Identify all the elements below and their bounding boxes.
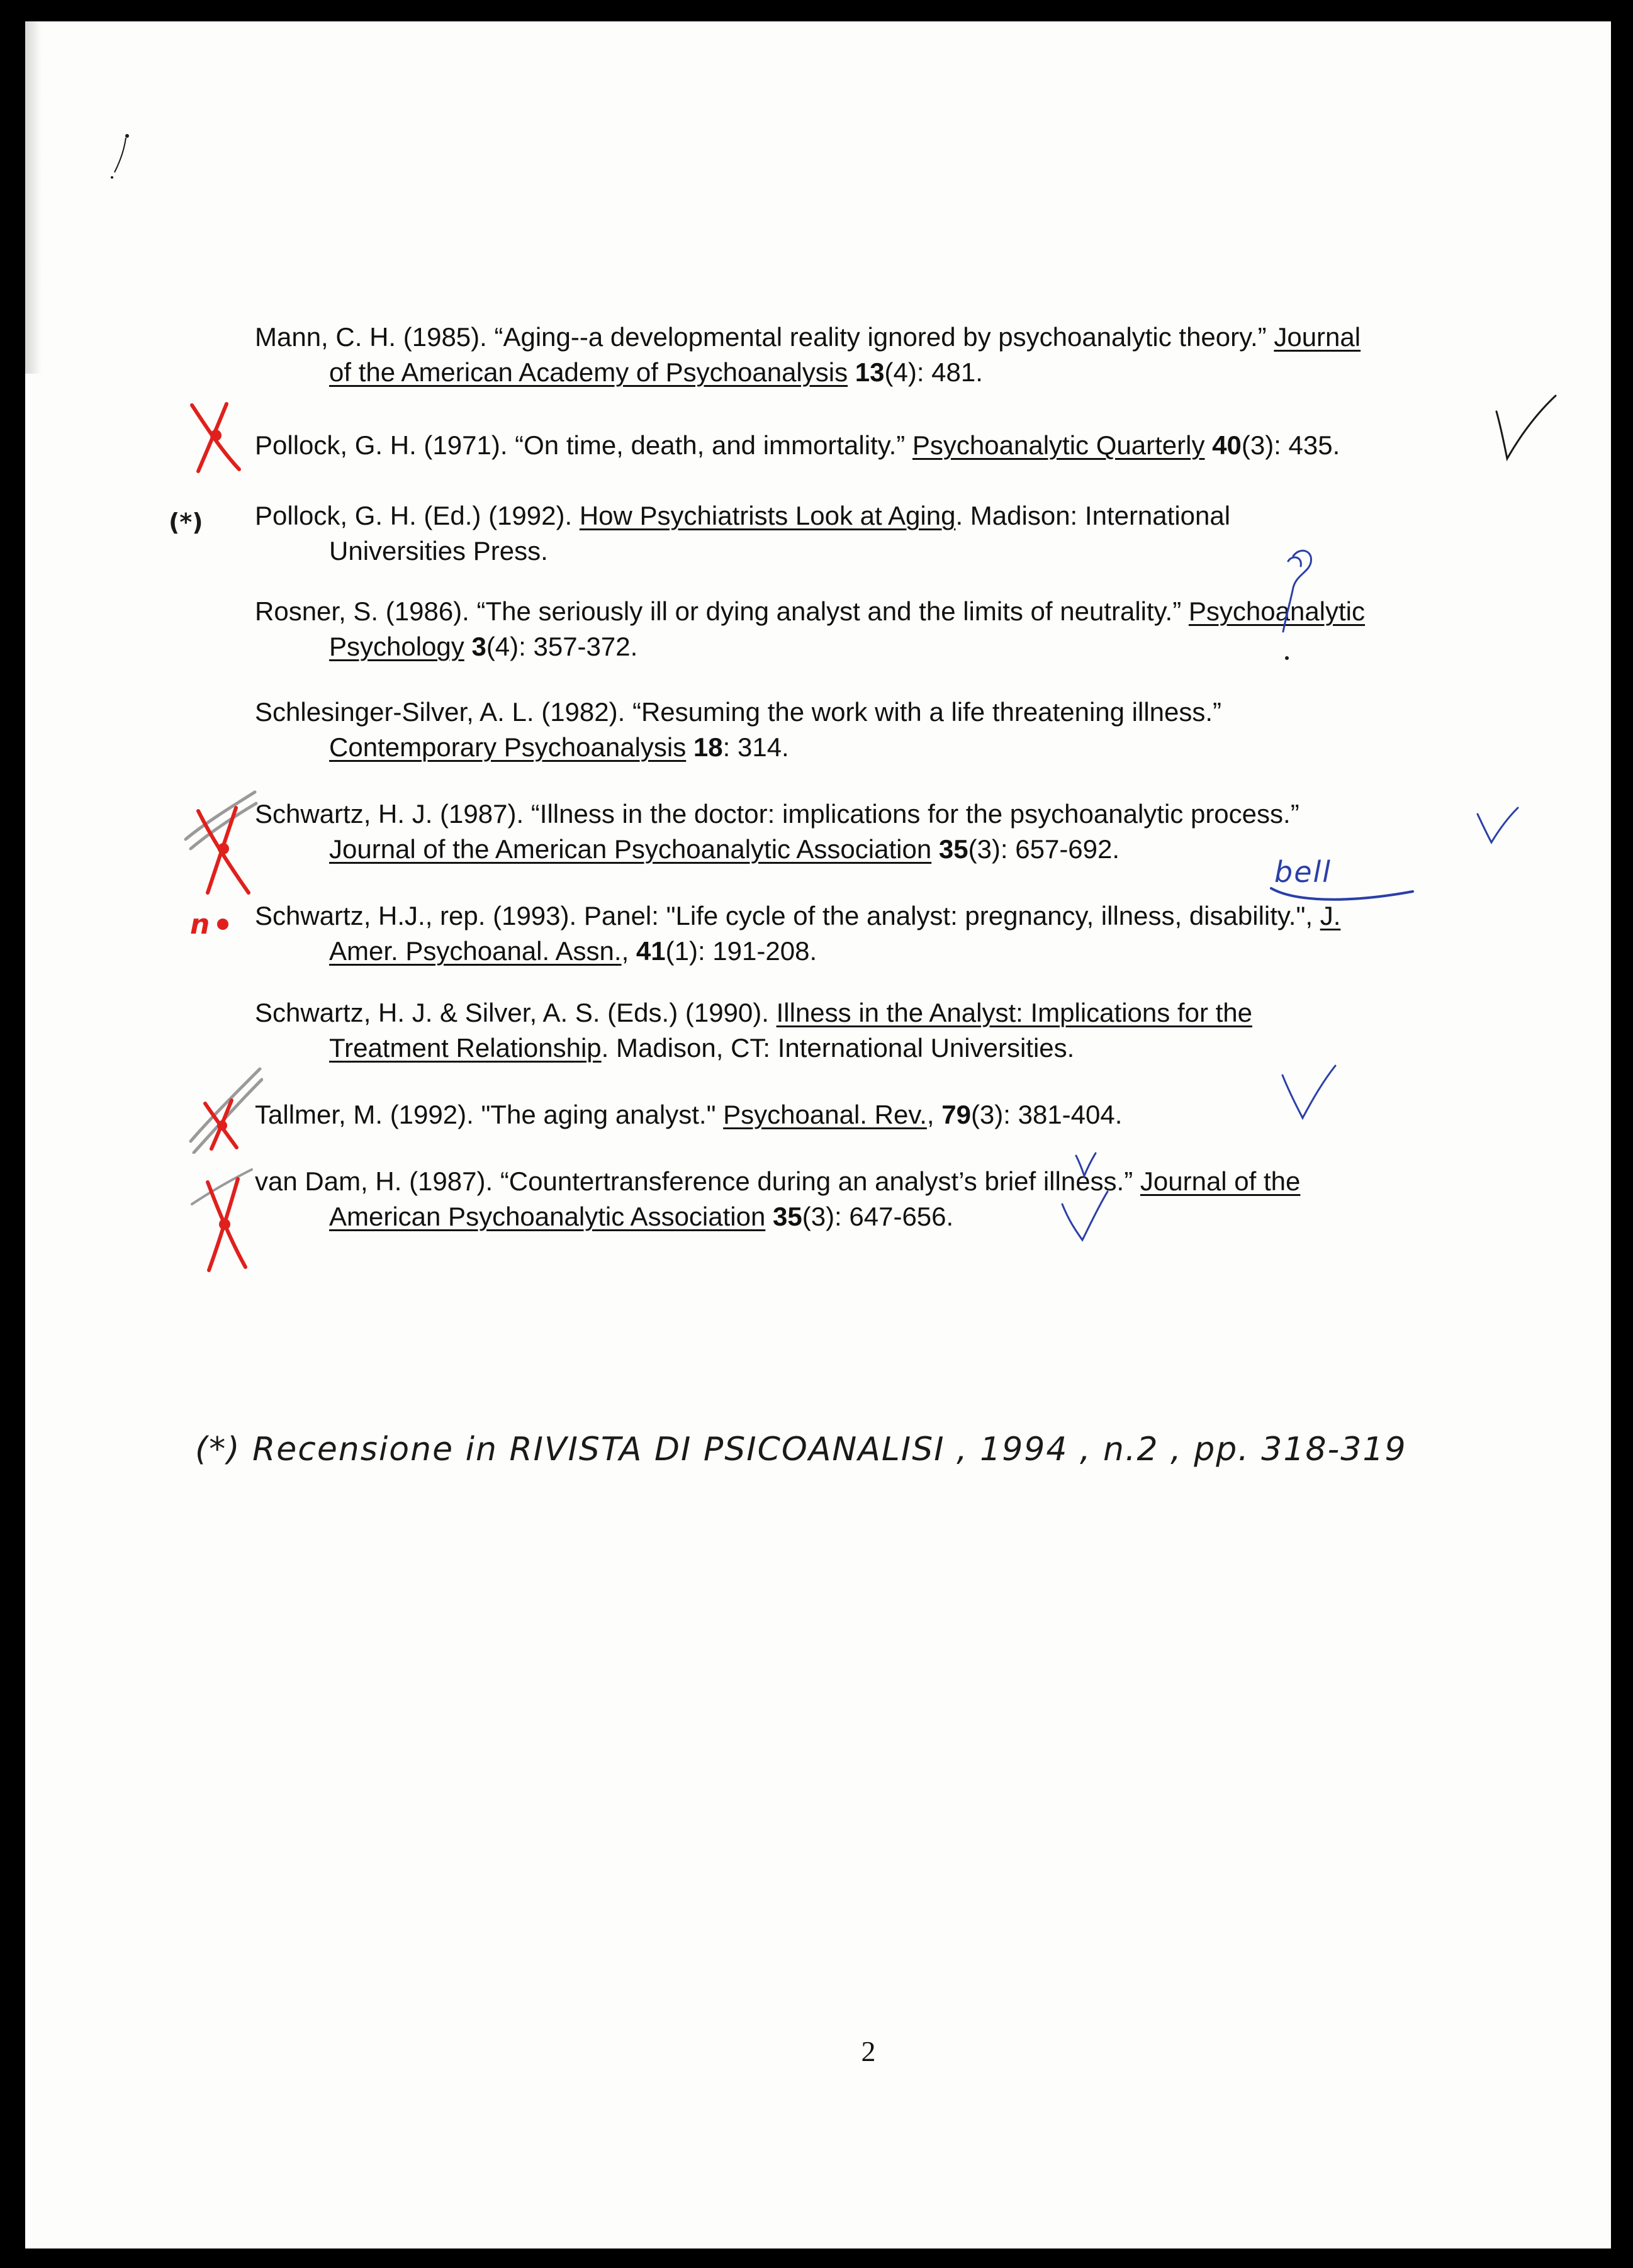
reference-line xyxy=(255,1164,1300,1199)
reference-line xyxy=(329,934,817,969)
reference-line xyxy=(255,695,1221,730)
reference-title-text: Treatment Relationship xyxy=(329,1033,602,1063)
reference-text: Pollock, G. H. (Ed.) (1992). xyxy=(255,501,580,530)
reference-title-text: Illness in the Analyst: Implications for the xyxy=(776,998,1252,1027)
document-page xyxy=(25,21,1611,2248)
reference-title-text: How Psychiatrists Look at Aging xyxy=(579,501,956,530)
reference-text xyxy=(931,834,939,864)
reference-text: Tallmer, M. (1992). "The aging analyst." xyxy=(255,1100,724,1129)
handwritten-footnote: (*) Recensione in RIVISTA DI PSICOANALISI , 1994 , n.2 , pp. 318-319 xyxy=(195,1431,1407,1468)
reference-text: (4): 481. xyxy=(884,357,983,387)
reference-title-text: Journal xyxy=(1274,322,1361,352)
reference-line xyxy=(329,832,1120,867)
reference-text: Rosner, S. (1986). “The seriously ill or dying analyst and the limits of neutrality.” xyxy=(255,596,1189,626)
reference-title-text: Amer. Psychoanal. Assn. xyxy=(329,936,622,966)
check-mark-icon xyxy=(1473,805,1523,849)
red-x-mark xyxy=(182,399,252,474)
reference-text: (3): 381-404. xyxy=(970,1100,1123,1129)
red-x-mark xyxy=(189,1166,258,1273)
reference-line xyxy=(255,428,1340,463)
stray-pen-mark xyxy=(101,109,138,185)
reference-text: Schwartz, H.J., rep. (1993). Panel: "Life cycle of the analyst: pregnancy, illness, disability.", xyxy=(255,901,1320,930)
check-mark-icon xyxy=(1491,393,1561,462)
reference-text: Schlesinger-Silver, A. L. (1982). “Resuming the work with a life threatening illness.” xyxy=(255,697,1222,727)
reference-title-text: Psychoanalytic Quarterly xyxy=(912,430,1205,460)
reference-volume-text: 79 xyxy=(941,1100,971,1129)
reference-title-text: Psychology xyxy=(329,632,464,661)
reference-line xyxy=(255,1097,1122,1132)
reference-text xyxy=(848,357,855,387)
red-x-mark xyxy=(188,1066,263,1154)
red-x-mark xyxy=(179,786,261,899)
reference-volume-text: 40 xyxy=(1212,430,1242,460)
reference-line xyxy=(255,796,1299,832)
reference-line xyxy=(329,533,548,569)
reference-text: Pollock, G. H. (1971). “On time, death, and immortality.” xyxy=(255,430,912,460)
reference-title-text: Journal of the xyxy=(1140,1166,1301,1196)
reference-text: : 314. xyxy=(722,732,789,762)
reference-text: van Dam, H. (1987). “Countertransference during an analyst’s brief illness.” xyxy=(255,1166,1140,1196)
reference-line xyxy=(329,629,637,664)
reference-line xyxy=(329,1199,953,1234)
reference-text xyxy=(765,1202,773,1231)
reference-volume-text: 13 xyxy=(855,357,885,387)
reference-text: (4): 357-372. xyxy=(486,632,638,661)
reference-text: . Madison: International xyxy=(955,501,1231,530)
reference-title-text: Psychoanal. Rev. xyxy=(723,1100,927,1129)
reference-text: (3): 435. xyxy=(1241,430,1340,460)
nb-mark: n xyxy=(190,908,210,941)
reference-title-text: J. xyxy=(1320,901,1341,930)
margin-note-underline xyxy=(1268,882,1419,907)
reference-text: (3): 657-692. xyxy=(968,834,1120,864)
reference-text xyxy=(686,732,693,762)
reference-line xyxy=(329,730,789,765)
reference-title-text: Contemporary Psychoanalysis xyxy=(329,732,687,762)
reference-text: , xyxy=(621,936,636,966)
reference-line xyxy=(255,898,1340,934)
red-dot-icon xyxy=(214,915,233,934)
reference-text: (3): 647-656. xyxy=(802,1202,954,1231)
reference-text: (1): 191-208. xyxy=(665,936,817,966)
reference-text xyxy=(1204,430,1212,460)
reference-text: , xyxy=(926,1100,942,1129)
reference-volume-text: 41 xyxy=(636,936,666,966)
reference-line xyxy=(329,355,983,390)
check-mark-icon xyxy=(1057,1188,1114,1245)
reference-line xyxy=(329,1031,1074,1066)
reference-line xyxy=(255,995,1252,1031)
reference-text: Mann, C. H. (1985). “Aging--a developmental reality ignored by psychoanalytic theory.” xyxy=(255,322,1274,352)
reference-volume-text: 35 xyxy=(773,1202,802,1231)
reference-title-text: Psychoanalytic xyxy=(1188,596,1366,626)
check-mark-icon xyxy=(1277,1063,1340,1122)
page-number: 2 xyxy=(861,2035,876,2067)
margin-note: bell xyxy=(1274,855,1332,889)
reference-volume-text: 3 xyxy=(471,632,486,661)
reference-title-text: of the American Academy of Psychoanalysis xyxy=(329,357,848,387)
reference-text: Universities Press. xyxy=(329,536,548,566)
reference-title-text: American Psychoanalytic Association xyxy=(329,1202,766,1231)
reference-line xyxy=(255,498,1230,533)
check-mark-icon xyxy=(1073,1151,1098,1179)
reference-text: . Madison, CT: International Universities. xyxy=(601,1033,1075,1063)
reference-line xyxy=(255,594,1365,629)
star-mark: (*) xyxy=(169,508,203,536)
reference-line xyxy=(255,320,1361,355)
reference-text xyxy=(464,632,472,661)
reference-text: Schwartz, H. J. & Silver, A. S. (Eds.) (1990). xyxy=(255,998,777,1027)
question-mark-icon xyxy=(1268,544,1318,663)
reference-title-text: Journal of the American Psychoanalytic Association xyxy=(329,834,932,864)
reference-text: Schwartz, H. J. (1987). “Illness in the doctor: implications for the psychoanalytic process.” xyxy=(255,799,1299,829)
reference-volume-text: 35 xyxy=(938,834,968,864)
page-edge-shadow xyxy=(25,21,42,374)
reference-volume-text: 18 xyxy=(693,732,723,762)
